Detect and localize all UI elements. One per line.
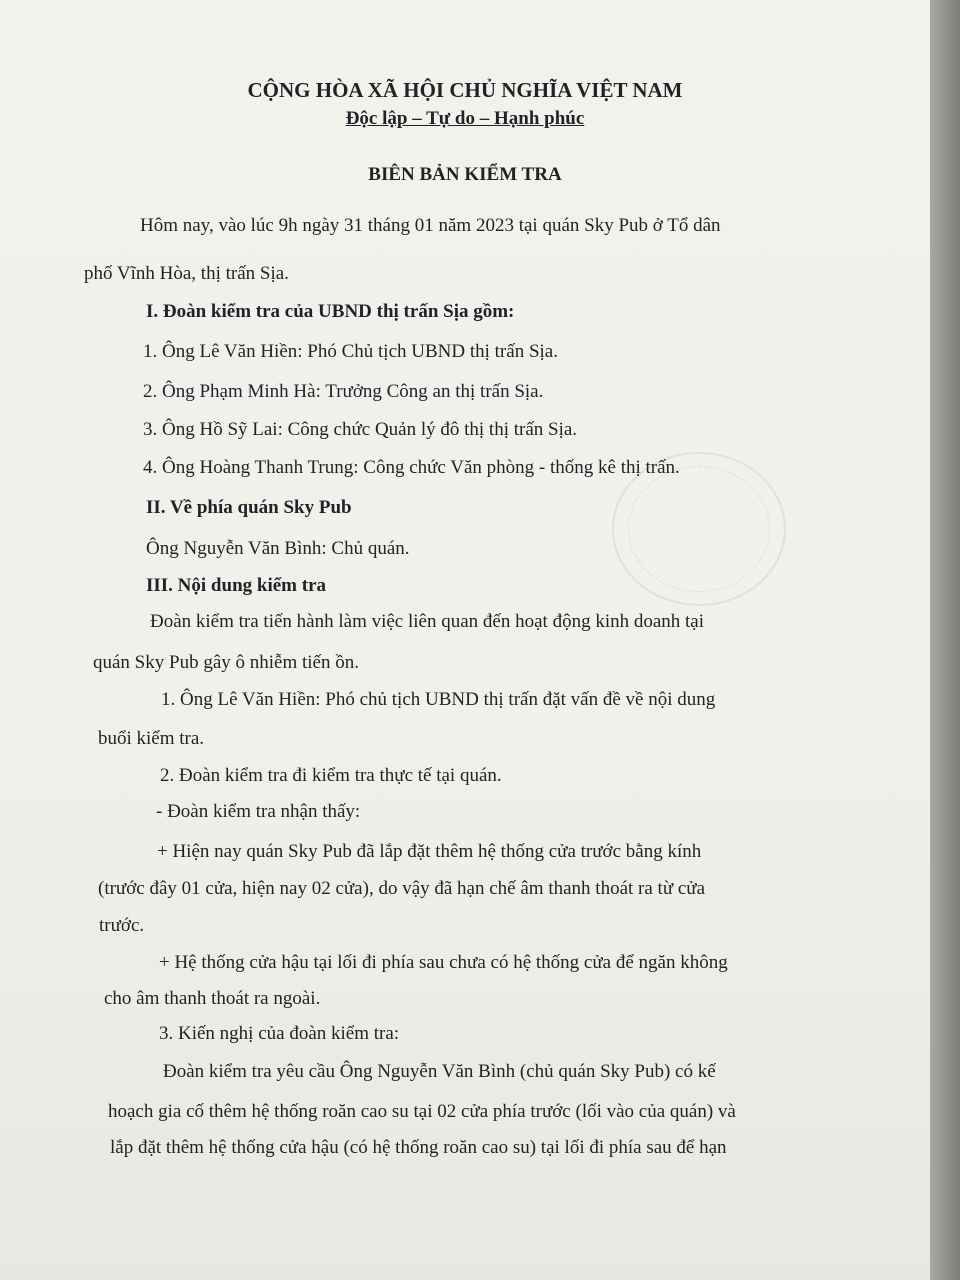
- recommendation-line-3: lắp đặt thêm hệ thống cửa hậu (có hệ thống roăn cao su) tại lối đi phía sau để hạn: [110, 1137, 727, 1158]
- background-surface: [930, 0, 960, 1280]
- owner-line: Ông Nguyễn Văn Bình: Chủ quán.: [146, 538, 410, 559]
- section-1-heading: I. Đoàn kiểm tra của UBND thị trấn Sịa gồm:: [146, 301, 515, 322]
- recommendation-line-2: hoạch gia cố thêm hệ thống roăn cao su tại 02 cửa phía trước (lối vào của quán) và: [108, 1101, 736, 1122]
- section-2-heading: II. Về phía quán Sky Pub: [146, 497, 352, 518]
- content-paragraph-1-line-2: quán Sky Pub gây ô nhiễm tiến ồn.: [93, 652, 359, 673]
- intro-line-1: Hôm nay, vào lúc 9h ngày 31 tháng 01 năm 2023 tại quán Sky Pub ở Tổ dân: [140, 215, 721, 236]
- section-3-heading: III. Nội dung kiểm tra: [146, 575, 326, 596]
- observation-1-line-3: trước.: [99, 915, 145, 936]
- country-heading: CỘNG HÒA XÃ HỘI CHỦ NGHĨA VIỆT NAM: [247, 78, 683, 102]
- content-item-2: 2. Đoàn kiểm tra đi kiểm tra thực tế tại quán.: [160, 765, 502, 786]
- content-item-3: 3. Kiến nghị của đoàn kiểm tra:: [159, 1023, 400, 1044]
- recommendation-line-1: Đoàn kiểm tra yêu cầu Ông Nguyễn Văn Bình (chủ quán Sky Pub) có kế: [163, 1061, 716, 1082]
- content-item-1-line-1: 1. Ông Lê Văn Hiền: Phó chủ tịch UBND thị trấn đặt vấn đề về nội dung: [161, 689, 716, 710]
- member-item: 3. Ông Hồ Sỹ Lai: Công chức Quản lý đô thị thị trấn Sịa.: [143, 419, 578, 440]
- intro-line-2: phố Vĩnh Hòa, thị trấn Sịa.: [84, 263, 289, 284]
- observation-2-line-2: cho âm thanh thoát ra ngoài.: [104, 988, 321, 1009]
- observation-2-line-1: + Hệ thống cửa hậu tại lối đi phía sau chưa có hệ thống cửa để ngăn không: [159, 952, 728, 973]
- observation-intro: - Đoàn kiểm tra nhận thấy:: [156, 801, 361, 822]
- document-title: BIÊN BẢN KIỂM TRA: [368, 164, 562, 185]
- member-item: 1. Ông Lê Văn Hiền: Phó Chủ tịch UBND thị trấn Sịa.: [143, 341, 558, 362]
- member-item: 4. Ông Hoàng Thanh Trung: Công chức Văn phòng - thống kê thị trấn.: [143, 457, 680, 478]
- observation-1-line-1: + Hiện nay quán Sky Pub đã lắp đặt thêm hệ thống cửa trước bằng kính: [157, 841, 702, 862]
- content-item-1-line-2: buổi kiểm tra.: [98, 728, 205, 749]
- motto: Độc lập – Tự do – Hạnh phúc: [345, 108, 585, 129]
- observation-1-line-2: (trước đây 01 cửa, hiện nay 02 cửa), do vậy đã hạn chế âm thanh thoát ra từ cửa: [98, 878, 706, 899]
- member-item: 2. Ông Phạm Minh Hà: Trưởng Công an thị trấn Sịa.: [143, 381, 544, 402]
- content-paragraph-1-line-1: Đoàn kiểm tra tiến hành làm việc liên quan đến hoạt động kinh doanh tại: [150, 611, 705, 632]
